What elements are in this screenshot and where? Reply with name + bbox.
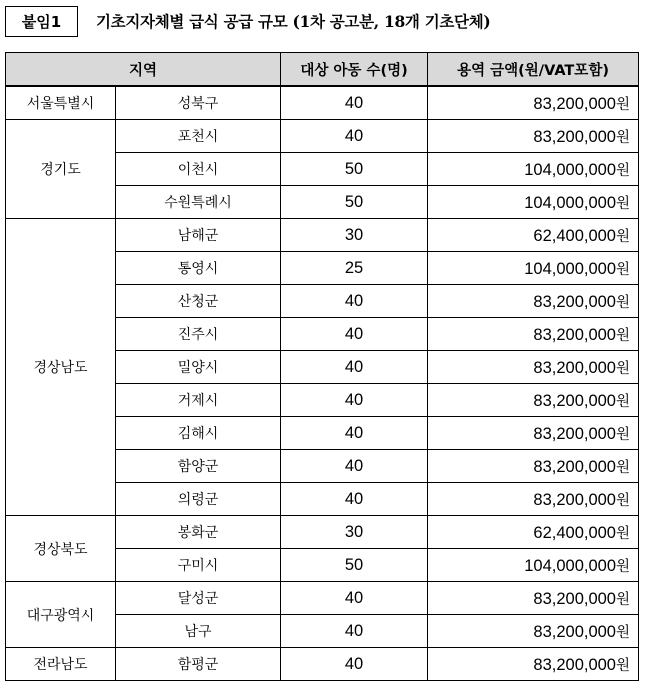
- currency-unit: 원: [616, 195, 631, 212]
- children-count-cell: 40: [281, 450, 428, 483]
- amount-cell: [428, 86, 639, 120]
- region-cell: 경상남도: [6, 219, 116, 516]
- amount-cell: [428, 549, 639, 582]
- amount-value: 104,000,000: [524, 193, 616, 212]
- currency-unit: 원: [616, 459, 631, 476]
- area-cell: 포천시: [116, 120, 281, 153]
- area-cell: 남해군: [116, 219, 281, 252]
- amount-cell: [428, 186, 639, 219]
- amount-value: 83,200,000: [533, 325, 616, 344]
- column-header-amount: 용역 금액(원/VAT포함): [428, 53, 639, 87]
- area-cell: 의령군: [116, 483, 281, 516]
- amount-cell: [428, 417, 639, 450]
- currency-unit: 원: [616, 393, 631, 410]
- currency-unit: 원: [616, 492, 631, 509]
- children-count-cell: 40: [281, 615, 428, 648]
- currency-unit: 원: [616, 327, 631, 344]
- currency-unit: 원: [616, 525, 631, 542]
- amount-cell: [428, 351, 639, 384]
- area-cell: 김해시: [116, 417, 281, 450]
- children-count-cell: 40: [281, 351, 428, 384]
- area-cell: 거제시: [116, 384, 281, 417]
- children-count-cell: 40: [281, 384, 428, 417]
- amount-value: 83,200,000: [533, 391, 616, 410]
- area-cell: 함양군: [116, 450, 281, 483]
- amount-value: 83,200,000: [533, 589, 616, 608]
- currency-unit: 원: [616, 624, 631, 641]
- amount-cell: [428, 252, 639, 285]
- area-cell: 달성군: [116, 582, 281, 615]
- children-count-cell: 30: [281, 516, 428, 549]
- amount-value: 83,200,000: [533, 358, 616, 377]
- area-cell: 진주시: [116, 318, 281, 351]
- children-count-cell: 40: [281, 417, 428, 450]
- area-cell: 산청군: [116, 285, 281, 318]
- amount-value: 62,400,000: [533, 226, 616, 245]
- children-count-cell: 40: [281, 120, 428, 153]
- amount-cell: [428, 582, 639, 615]
- amount-value: 83,200,000: [533, 457, 616, 476]
- area-cell: 봉화군: [116, 516, 281, 549]
- currency-unit: 원: [616, 96, 631, 113]
- children-count-cell: 50: [281, 549, 428, 582]
- children-count-cell: 40: [281, 582, 428, 615]
- children-count-cell: 40: [281, 86, 428, 120]
- amount-value: 83,200,000: [533, 94, 616, 113]
- currency-unit: 원: [616, 228, 631, 245]
- amount-cell: [428, 648, 639, 681]
- column-header-region: 지역: [6, 53, 281, 87]
- amount-value: 104,000,000: [524, 160, 616, 179]
- amount-cell: [428, 483, 639, 516]
- area-cell: 통영시: [116, 252, 281, 285]
- amount-value: 104,000,000: [524, 259, 616, 278]
- children-count-cell: 40: [281, 483, 428, 516]
- amount-cell: [428, 219, 639, 252]
- area-cell: 이천시: [116, 153, 281, 186]
- amount-cell: [428, 615, 639, 648]
- children-count-cell: 25: [281, 252, 428, 285]
- area-cell: 남구: [116, 615, 281, 648]
- document-title: 기초지자체별 급식 공급 규모 (1차 공고분, 18개 기초단체): [96, 12, 491, 31]
- children-count-cell: 40: [281, 648, 428, 681]
- amount-value: 83,200,000: [533, 622, 616, 641]
- currency-unit: 원: [616, 360, 631, 377]
- currency-unit: 원: [616, 261, 631, 278]
- currency-unit: 원: [616, 591, 631, 608]
- table-row: [6, 120, 639, 153]
- area-cell: 수원특례시: [116, 186, 281, 219]
- currency-unit: 원: [616, 426, 631, 443]
- amount-cell: [428, 450, 639, 483]
- children-count-cell: 40: [281, 285, 428, 318]
- region-cell: 대구광역시: [6, 582, 116, 648]
- amount-value: 83,200,000: [533, 292, 616, 311]
- currency-unit: 원: [616, 162, 631, 179]
- amount-cell: [428, 120, 639, 153]
- supply-scale-table: [5, 52, 639, 681]
- amount-cell: [428, 153, 639, 186]
- amount-value: 83,200,000: [533, 127, 616, 146]
- area-cell: 성북구: [116, 86, 281, 120]
- currency-unit: 원: [616, 294, 631, 311]
- amount-value: 62,400,000: [533, 523, 616, 542]
- currency-unit: 원: [616, 657, 631, 674]
- amount-cell: [428, 318, 639, 351]
- region-cell: 전라남도: [6, 648, 116, 681]
- amount-value: 83,200,000: [533, 490, 616, 509]
- amount-value: 83,200,000: [533, 655, 616, 674]
- amount-cell: [428, 384, 639, 417]
- attachment-tag: 붙임1: [5, 6, 78, 37]
- children-count-cell: 50: [281, 153, 428, 186]
- table-row: [6, 648, 639, 681]
- column-header-children: 대상 아동 수(명): [281, 53, 428, 87]
- children-count-cell: 30: [281, 219, 428, 252]
- region-cell: 경상북도: [6, 516, 116, 582]
- amount-cell: [428, 516, 639, 549]
- table-row: [6, 516, 639, 549]
- children-count-cell: 50: [281, 186, 428, 219]
- currency-unit: 원: [616, 558, 631, 575]
- currency-unit: 원: [616, 129, 631, 146]
- area-cell: 밀양시: [116, 351, 281, 384]
- amount-value: 104,000,000: [524, 556, 616, 575]
- amount-cell: [428, 285, 639, 318]
- region-cell: 경기도: [6, 120, 116, 219]
- area-cell: 함평군: [116, 648, 281, 681]
- document-header: [5, 4, 490, 38]
- table-row: [6, 582, 639, 615]
- table-header-row: [6, 53, 639, 87]
- amount-value: 83,200,000: [533, 424, 616, 443]
- table-body: [6, 86, 639, 681]
- region-cell: 서울특별시: [6, 86, 116, 120]
- table-row: [6, 219, 639, 252]
- children-count-cell: 40: [281, 318, 428, 351]
- area-cell: 구미시: [116, 549, 281, 582]
- table-row: [6, 86, 639, 120]
